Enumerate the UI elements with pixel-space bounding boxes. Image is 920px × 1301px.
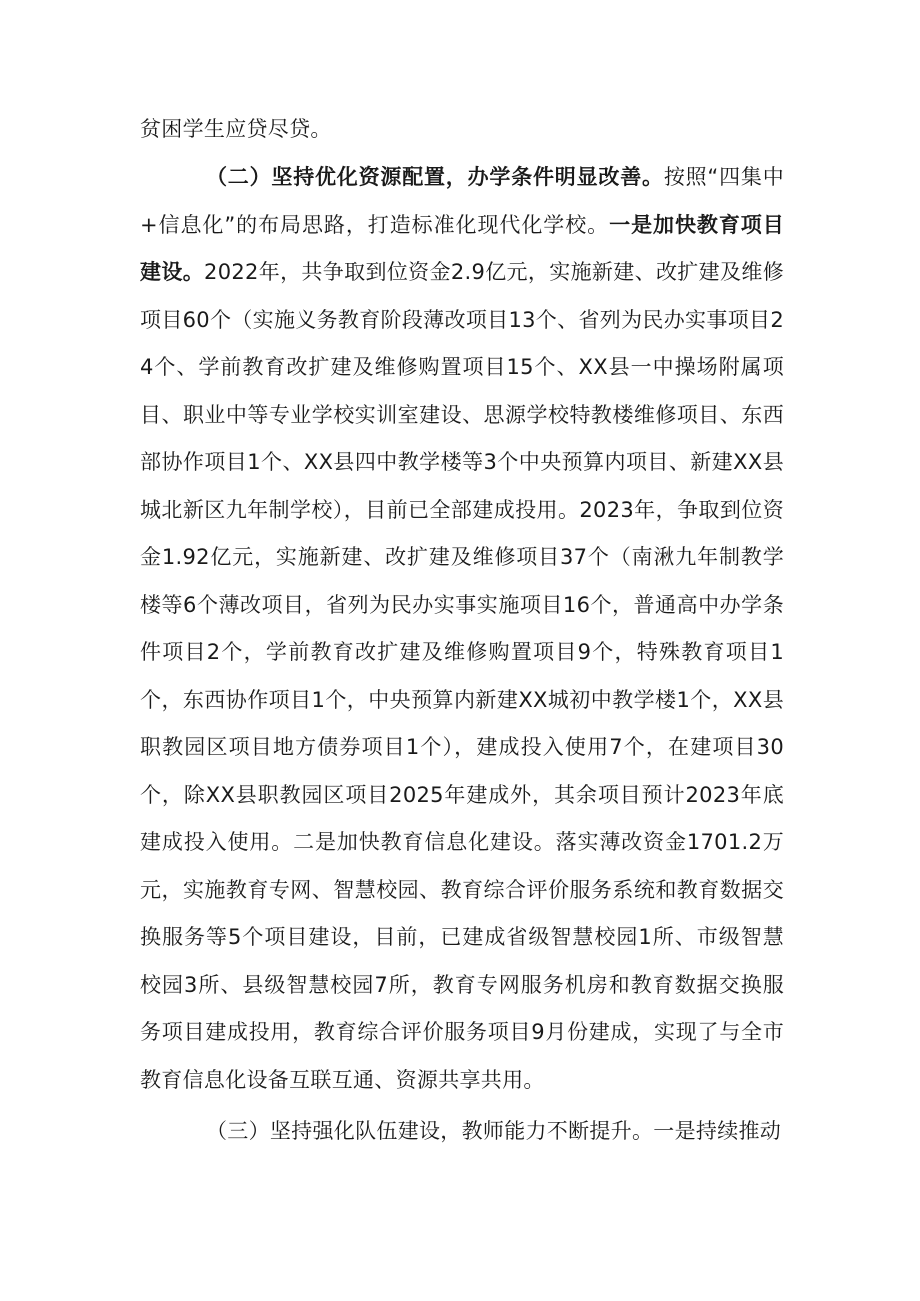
- subheading-first-point: 一是加快教育项目建设。: [140, 212, 784, 284]
- text-run: 按照“四集中+信息化”的布局思路，打造标准化现代化学校。: [140, 165, 784, 237]
- paragraph-section-three: [140, 1108, 784, 1156]
- text-run: 2022年，共争取到位资金2.9亿元，实施新建、改扩建及维修项目60个（实施义务教育阶段薄改项目13个、省列为民办实事项目24个、学前教育改扩建及维修购置项目15个、XX县一中操场附属项目、职业中等专业学校实训室建设、思源学校特教楼维修项目、东西部协作项目1个、XX县四中教学楼等3个中央预算内项目、新建XX县城北新区九年制学校），目前已全部建成投用。2023年，争取到位资金1.92亿元，实施新建、改扩建及维修项目37个（南湫九年制教学楼等6个薄改项目，省列为民办实事实施项目16个，普通高中办学条件项目2个，学前教育改扩建及维修购置项目9个，特殊教育项目1个，东西协作项目1个，中央预算内新建XX城初中教学楼1个，XX县职教园区项目地方债券项目1个），建成投入使用7个，在建项目30个，除XX县职教园区项目2025年建成外，其余项目预计2023年底建成投入使用。二是加快教育信息化建设。落实薄改资金1701.2万元，实施教育专网、智慧校园、教育综合评价服务系统和教育数据交换服务等5个项目建设，目前，已建成省级智慧校园1所、市级智慧校园3所、县级智慧校园7所，教育专网服务机房和教育数据交换服务项目建成投用，教育综合评价服务项目9月份建成，实现了与全市教育信息化设备互联互通、资源共享共用。: [140, 260, 784, 1092]
- text-run: 贫困学生应贷尽贷。: [140, 117, 332, 141]
- paragraph-continuation: [140, 106, 784, 154]
- section-heading-two: （二）坚持优化资源配置，办学条件明显改善。: [206, 165, 664, 189]
- section-heading-three: （三）坚持强化队伍建设，教师能力不断提升。一是持续推动: [206, 1119, 782, 1143]
- paragraph-section-two: [140, 154, 784, 1104]
